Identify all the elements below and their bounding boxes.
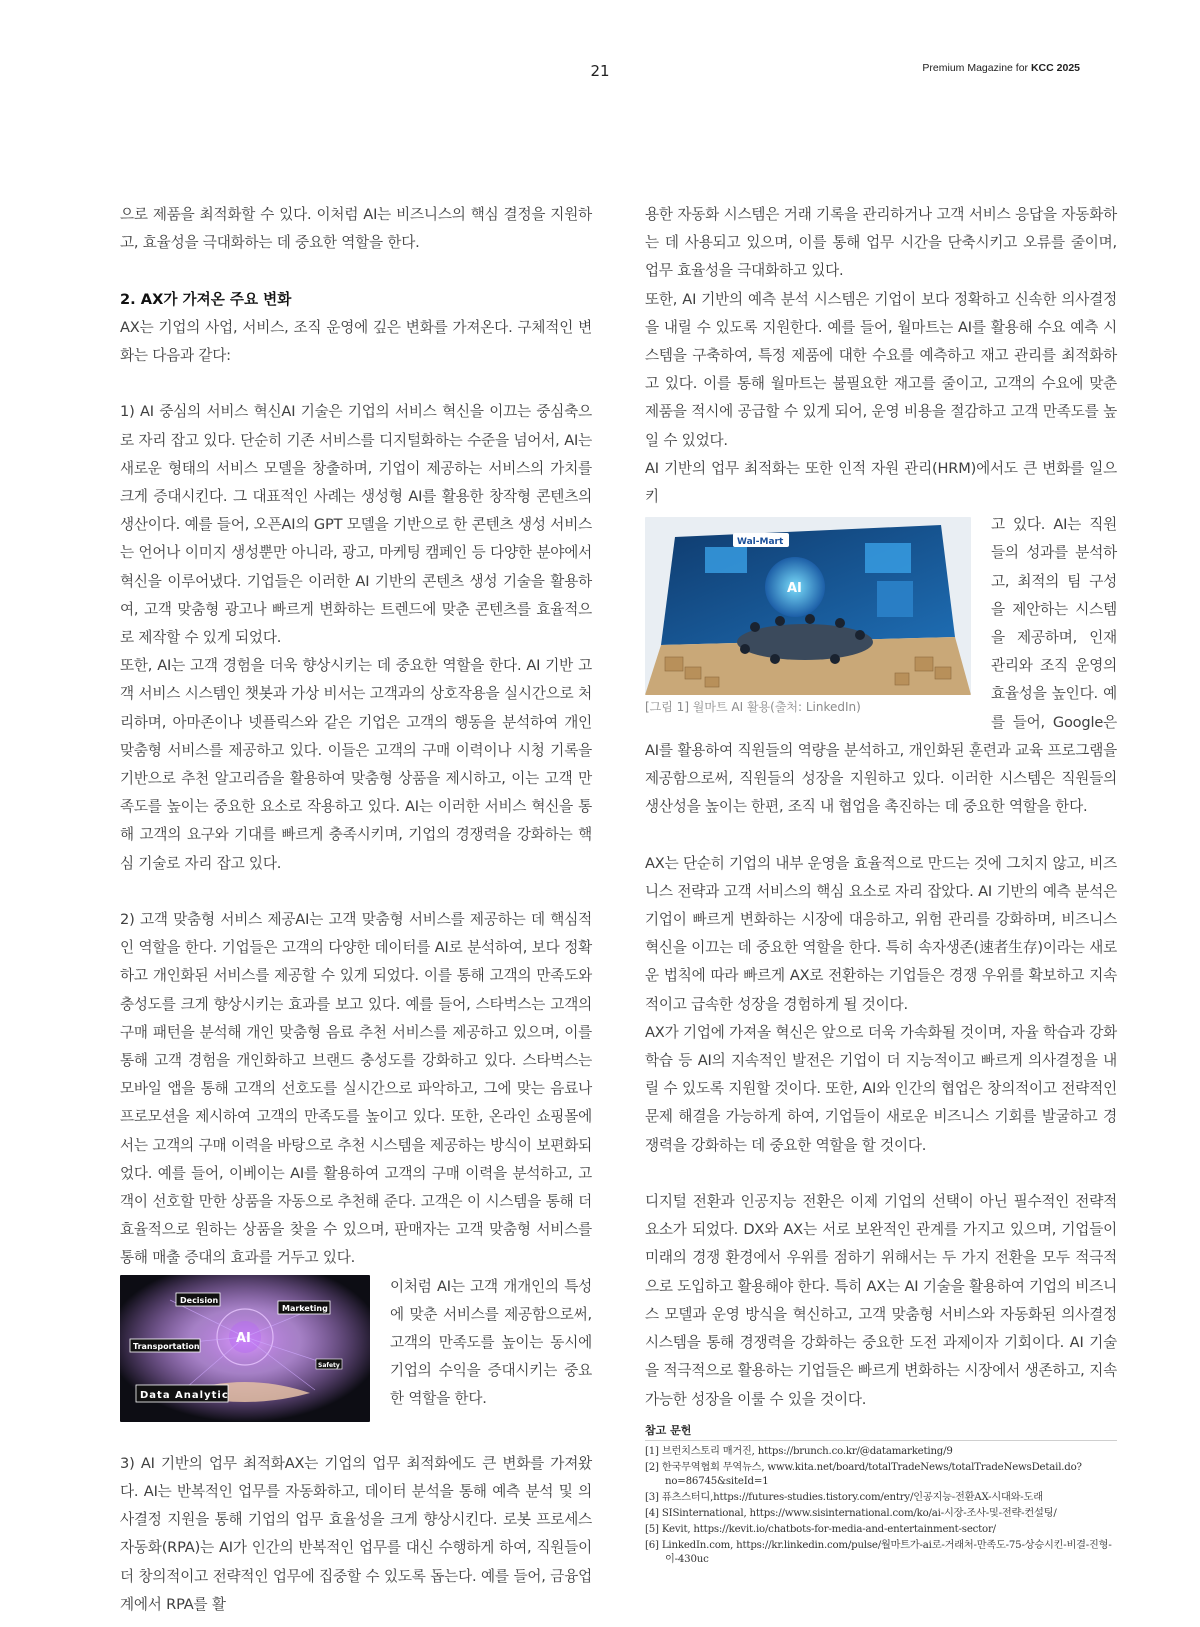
figure-label: Safety [318,1361,340,1369]
right-column [645,201,1117,1569]
paragraph: 고 있다. AI는 직원들의 성과를 분석하고, 최적의 팀 구성을 제안하는 시스템을 제공하며, 인재 관리와 조직 운영의 효율성을 높인다. 예를 들어, Google은 AI를 활용하여 직원들의 역량을 분석하고, 개인화된 훈련과 교육 프로그램을 제공함으로써, 직원들의 성장을 지원하고 있다. 이러한 시스템은 직원들의 생산성을 높이는 한편, 조직 내 협업을 촉진하는 데 중요한 역할을 한다. [645,516,1117,816]
figure-label: Marketing [282,1303,328,1313]
figure-sign: Wal-Mart [737,537,784,548]
paragraph: 으로 제품을 최적화할 수 있다. 이처럼 AI는 비즈니스의 핵심 결정을 지원하고, 효율성을 극대화하는 데 중요한 역할을 한다. [120,206,592,252]
left-column [120,201,592,1619]
page-number: 21 [590,62,610,80]
paragraph: AX는 기업의 사업, 서비스, 조직 운영에 깊은 변화를 가져온다. 구체적인 변화는 다음과 같다: [120,318,592,364]
paragraph: AX가 기업에 가져올 혁신은 앞으로 더욱 가속화될 것이며, 자율 학습과 강화 학습 등 AI의 지속적인 발전은 기업이 더 지능적이고 빠르게 의사결정을 내릴 수 있도록 지원할 것이다. 또한, AI와 인간의 협업은 창의적이고 전략적인 문제 해결을 가능하게 하여, 기업들이 새로운 비즈니스 기회를 발굴하고 경쟁력을 강화하는 데 중요한 역할을 할 것이다. [645,1023,1117,1154]
paragraph: 디지털 전환과 인공지능 전환은 이제 기업의 선택이 아닌 필수적인 전략적 요소가 되었다. DX와 AX는 서로 보완적인 관계를 가지고 있으며, 기업들이 미래의 경쟁 환경에서 우위를 점하기 위해서는 두 가지 전환을 모두 적극적으로 도입하고 활용해야 한다. 특히 AX는 AI 기술을 활용하여 기업의 비즈니스 모델과 운영 방식을 혁신하고, 고객 맞춤형 서비스와 자동화된 의사결정 시스템을 통해 경쟁력을 강화하는 중요한 도전 과제이자 기회이다. AI 기술을 적극적으로 활용하는 기업들은 빠르게 변화하는 시장에서 생존하고, 지속 가능한 성장을 이룰 수 있을 것이다. [645,1193,1117,1408]
running-header [922,62,1080,74]
paragraph: 3) AI 기반의 업무 최적화AX는 기업의 업무 최적화에도 큰 변화를 가져왔다. AI는 반복적인 업무를 자동화하고, 데이터 분석을 통해 예측 분석 및 의사결정 지원을 통해 기업의 업무 효율성을 크게 향상시킨다. 로봇 프로세스 자동화(RPA)는 AI가 인간의 반복적인 업무를 대신 수행하게 하여, 직원들이 더 창의적이고 전략적인 업무에 집중할 수 있도록 돕는다. 예를 들어, 금융업계에서 RPA를 활 [120,1454,592,1613]
magazine-name: Premium Magazine for [922,62,1031,74]
walmart-ai-figure [645,517,971,715]
figure-label: Decision [180,1295,219,1305]
ai-hand-image [120,1275,370,1422]
paragraph: AI 기반의 업무 최적화는 또한 인적 자원 관리(HRM)에서도 큰 변화를 일으키 [645,459,1117,506]
paragraph: 이처럼 AI는 고객 개개인의 특성에 맞춘 서비스를 제공함으로써, 고객의 만족도를 높이는 동시에 기업의 수익을 증대시키는 중요한 역할을 한다. [390,1277,592,1408]
figure-label: Data Analytic [140,1389,229,1401]
references [645,1422,1117,1567]
ai-hand-figure [120,1275,370,1422]
paragraph: 용한 자동화 시스템은 거래 기록을 관리하거나 고객 서비스 응답을 자동화하는 데 사용되고 있으며, 이를 통해 업무 시간을 단축시키고 오류를 줄이며, 업무 효율성을 극대화하고 있다. [645,206,1117,280]
paragraph: AX는 단순히 기업의 내부 운영을 효율적으로 만드는 것에 그치지 않고, 비즈니스 전략과 고객 서비스의 핵심 요소로 자리 잡았다. AI 기반의 예측 분석은 기업이 빠르게 변화하는 시장에 대응하고, 위험 관리를 강화하며, 비즈니스 혁신을 이끄는 데 중요한 역할을 한다. 특히 속자생존(速者生存)이라는 새로운 법칙에 따라 빠르게 AX로 전환하는 기업들은 경쟁 우위를 확보하고 지속적이고 급속한 성장을 경험하게 될 것이다. [645,854,1117,1013]
figure-ai-label: AI [787,581,802,597]
figure-label: AI [236,1330,251,1346]
reference-item: [2] 한국무역협회 무역뉴스, www.kita.net/board/totalTradeNews/totalTradeNewsDetail.do?no=86745&siteId=1 [645,1461,1082,1487]
reference-item: [3] 퓨츠스터디,https://futures-studies.tistory.com/entry/인공지능-전환AX-시대와-도래 [645,1491,1043,1503]
paragraph: 2) 고객 맞춤형 서비스 제공AI는 고객 맞춤형 서비스를 제공하는 데 핵심적인 역할을 한다. 기업들은 고객의 다양한 데이터를 AI로 분석하여, 보다 정확하고 개인화된 서비스를 제공할 수 있게 되었다. 이를 통해 고객의 만족도와 충성도를 크게 향상시키는 효과를 보고 있다. 예를 들어, 스타벅스는 고객의 구매 패턴을 분석해 개인 맞춤형 음료 추천 서비스를 제공하고 있으며, 이를 통해 고객 경험을 개인화하고 브랜드 충성도를 강화하고 있다. 스타벅스는 모바일 앱을 통해 고객의 선호도를 실시간으로 파악하고, 그에 맞는 음료나 프로모션을 제시하여 고객의 만족도를 높이고 있다. 또한, 온라인 쇼핑몰에서는 고객의 구매 이력을 바탕으로 추천 시스템을 제공하는 방식이 보편화되었다. 예를 들어, 이베이는 AI를 활용하여 고객의 구매 이력을 분석하고, 고객이 선호할 만한 상품을 자동으로 추천해 준다. 고객은 이 시스템을 통해 더 효율적으로 원하는 상품을 찾을 수 있으며, 판매자는 고객 맞춤형 서비스를 통해 매출 증대의 효과를 거두고 있다. [120,911,592,1267]
reference-item: [6] LinkedIn.com, https://kr.linkedin.com/pulse/월마트가-ai로-거래처-만족도-75-상승시킨-비결-진형-이-430uc [645,1539,1112,1565]
reference-item: [4] SISinternational, https://www.sisinternational.com/ko/ai-시장-조사-및-전략-컨설팅/ [645,1507,1057,1519]
magazine-edition: KCC 2025 [1030,62,1080,74]
paragraph: 또한, AI는 고객 경험을 더욱 향상시키는 데 중요한 역할을 한다. AI 기반 고객 서비스 시스템인 챗봇과 가상 비서는 고객과의 상호작용을 실시간으로 처리하며, 아마존이나 넷플릭스와 같은 기업은 고객의 행동을 분석하여 개인 맞춤형 서비스를 제공하고 있다. 이들은 고객의 구매 이력이나 시청 기록을 기반으로 추천 알고리즘을 활용하여 맞춤형 상품을 제시하고, 이는 고객 만족도를 높이는 중요한 요소로 작용하고 있다. AI는 이러한 서비스 혁신을 통해 고객의 요구와 기대를 빠르게 충족시키며, 기업의 경쟁력을 강화하는 핵심 기술로 자리 잡고 있다. [120,657,592,872]
figure-caption: [그림 1] 월마트 AI 활용(출처: LinkedIn) [645,700,861,715]
walmart-ai-image [645,517,971,695]
references-title: 참고 문헌 [645,1422,1117,1441]
paragraph: 또한, AI 기반의 예측 분석 시스템은 기업이 보다 정확하고 신속한 의사결정을 내릴 수 있도록 지원한다. 예를 들어, 월마트는 AI를 활용해 수요 예측 시스템을 구축하여, 특정 제품에 대한 수요를 예측하고 재고 관리를 최적화하고 있다. 이를 통해 월마트는 불필요한 재고를 줄이고, 고객의 수요에 맞춘 제품을 적시에 공급할 수 있게 되어, 운영 비용을 절감하고 고객 만족도를 높일 수 있었다. [645,290,1117,449]
paragraph: 1) AI 중심의 서비스 혁신AI 기술은 기업의 서비스 혁신을 이끄는 중심축으로 자리 잡고 있다. 단순히 기존 서비스를 디지털화하는 수준을 넘어서, AI는 새로운 형태의 서비스 모델을 창출하며, 기업이 제공하는 서비스의 가치를 크게 증대시킨다. 그 대표적인 사례는 생성형 AI를 활용한 창작형 콘텐츠의 생산이다. 예를 들어, 오픈AI의 GPT 모델을 기반으로 한 콘텐츠 생성 서비스는 언어나 이미지 생성뿐만 아니라, 광고, 마케팅 캠페인 등 다양한 분야에서 혁신을 이루어냈다. 기업들은 이러한 AI 기반의 콘텐츠 생성 기술을 활용하여, 고객 맞춤형 광고나 빠르게 변화하는 트렌드에 맞춘 콘텐츠를 효율적으로 제작할 수 있게 되었다. [120,403,592,647]
figure-label: Transportation [133,1341,200,1351]
reference-item: [5] Kevit, https://kevit.io/chatbots-for-media-and-entertainment-sector/ [645,1523,996,1535]
reference-item: [1] 브런치스토리 매거진, https://brunch.co.kr/@datamarketing/9 [645,1445,953,1457]
section-heading: 2. AX가 가져온 주요 변화 [120,290,292,308]
